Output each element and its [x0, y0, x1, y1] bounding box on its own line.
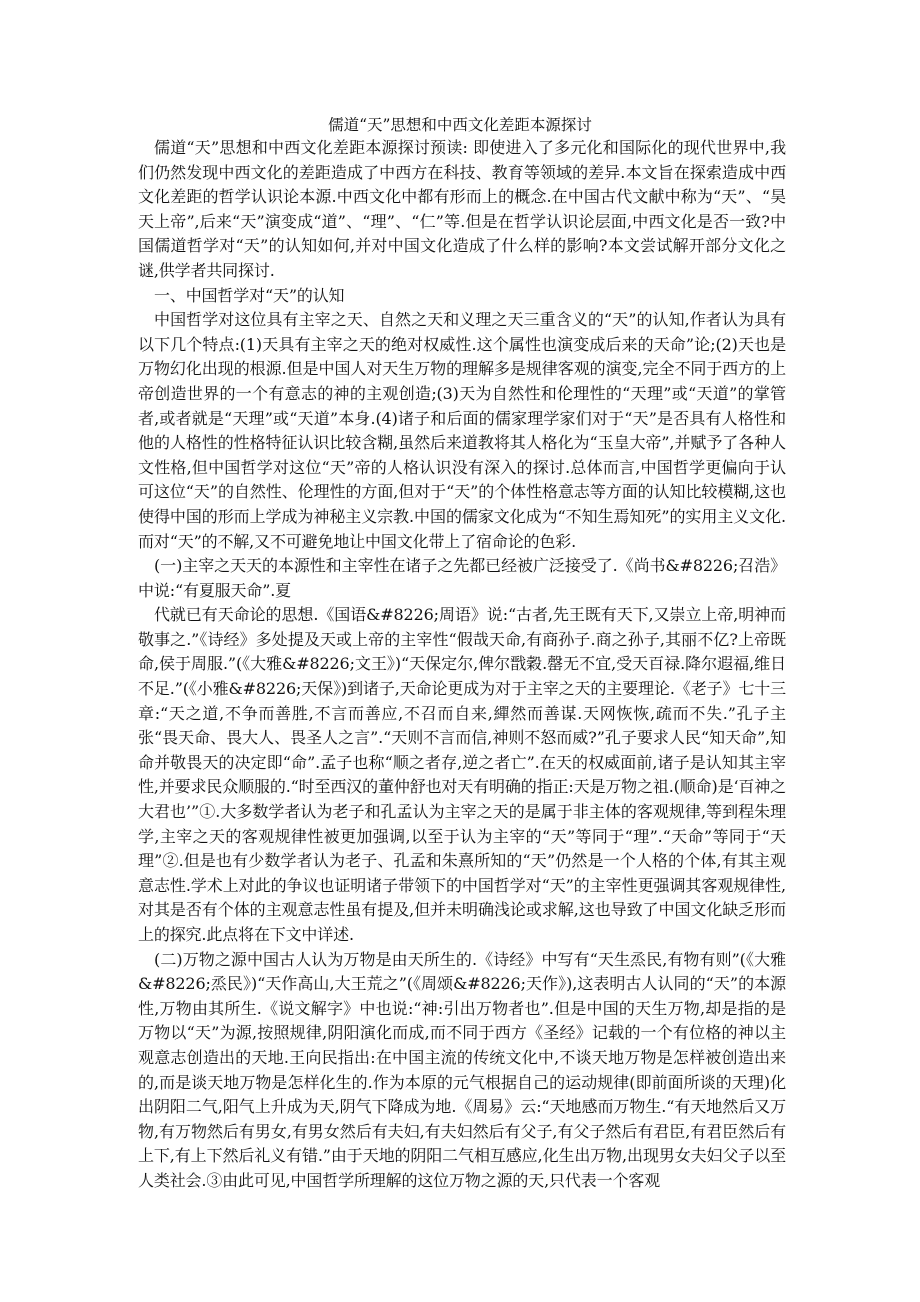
body-paragraph: 中国哲学对这位具有主宰之天、自然之天和义理之天三重含义的“天”的认知,作者认为具有以下几个特点:(1)天具有主宰之天的绝对权威性.这个属性也演变成后来的天命”论;(2)天也是万物幻化出现的根源.但是中国人对天生万物的理解多是规律客观的演变,完全不同于西方的上帝创造世界的一个有意志的神的主观创造;(3)天为自然性和伦理性的“天理”或“天道”的掌管者,或者就是“天理”或“天道”本身.(4)诸子和后面的儒家理学家们对于“天”是否具有人格性和他的人格性的性格特征认识比较含糊,虽然后来道教将其人格化为“玉皇大帝”,并赋予了各种人文性格,但中国哲学对这位“天”帝的人格认识没有深入的探讨.总体而言,中国哲学更偏向于认可这位“天”的自然性、伦理性的方面,但对于“天”的个体性格意志等方面的认知比较模糊,这也使得中国的形而上学成为神秘主义宗教.中国的儒家文化成为“不知生焉知死”的实用主义文化.而对“天”的不解,又不可避免地让中国文化带上了宿命论的色彩. [138, 310, 786, 551]
document-body [138, 136, 786, 1194]
body-paragraph: (一)主宰之天天的本源性和主宰性在诸子之先都已经被广泛接受了.《尚书&#8226;召浩》中说:“有夏服天命”.夏 [138, 556, 786, 600]
intro-paragraph: 儒道“天”思想和中西文化差距本源探讨预读: 即使进入了多元化和国际化的现代世界中,我们仍然发现中西文化的差距造成了中西方在科技、教育等领域的差异.本文旨在探索造成中西文化差距的哲学认识论本源.中西文化中都有形而上的概念.在中国古代文献中称为“天”、“昊天上帝”,后来“天”演变成“道”、“理”、“仁”等.但是在哲学认识论层面,中西文化是否一致?中国儒道哲学对“天”的认知如何,并对中国文化造成了什么样的影响?本文尝试解开部分文化之谜,供学者共同探讨. [138, 138, 786, 280]
body-paragraph: 代就已有天命论的思想.《国语&#8226;周语》说:“古者,先王既有天下,又崇立上帝,明神而敬事之.”《诗经》多处提及天或上帝的主宰性“假哉天命,有商孙子.商之孙子,其丽不亿?上帝既命,侯于周服.”(《大雅&#8226;文王》)“天保定尔,俾尔戬穀.罄无不宜,受天百禄.降尔遐福,维日不足.”(《小雅&#8226;天保》)到诸子,天命论更成为对于主宰之天的主要理论.《老子》七十三章:“天之道,不争而善胜,不言而善应,不召而自来,繟然而善谋.天网恢恢,疏而不失.”孔子主张“畏天命、畏大人、畏圣人之言”.“天则不言而信,神则不怒而威?”孔子要求人民“知天命”,知命并敬畏天的决定即“命”.孟子也称“顺之者存,逆之者亡”.在天的权威面前,诸子是认知其主宰性,并要求民众顺服的.“时至西汉的董仲舒也对天有明确的指正:天是万物之祖.(顺命)是‘百神之大君也’”①.大多数学者认为老子和孔孟认为主宰之天的是属于非主体的客观规律,等到程朱理学,主宰之天的客观规律性被更加强调,以至于认为主宰的“天”等同于“理”.“天命”等同于“天理”②.但是也有少数学者认为老子、孔孟和朱熹所知的“天”仍然是一个人格的个体,有其主观意志性.学术上对此的争议也证明诸子带领下的中国哲学对“天”的主宰性更强调其客观规律性,对其是否有个体的主观意志性虽有提及,但并未明确浅论或求解,这也导致了中国文化缺乏形而上的探究.此点将在下文中详述. [138, 605, 786, 944]
document-title: 儒道“天”思想和中西文化差距本源探讨 [328, 116, 592, 134]
body-paragraph: (二)万物之源中国古人认为万物是由天所生的.《诗经》中写有“天生烝民,有物有则”(《大雅&#8226;烝民》)“天作高山,大王荒之”(《周颂&#8226;天作》),这表明古人认同的“天”的本源性,万物由其所生.《说文解字》中也说:“神:引出万物者也”.但是中国的天生万物,却是指的是万物以“天”为源,按照规律,阴阳演化而成,而不同于西方《圣经》记载的一个有位格的神以主观意志创造出的天地.王向民指出:在中国主流的传统文化中,不谈天地万物是怎样被创造出来的,而是谈天地万物是怎样化生的.作为本原的元气根据自己的运动规律(即前面所谈的天理)化出阴阳二气,阳气上升成为天,阴气下降成为地.《周易》云:“天地感而万物生.“有天地然后又万物,有万物然后有男女,有男女然后有夫妇,有夫妇然后有父子,有父子然后有君臣,有君臣然后有上下,有上下然后礼义有错.”由于天地的阴阳二气相互感应,化生出万物,出现男女夫妇父子以至人类社会.③由此可见,中国哲学所理解的这位万物之源的天,只代表一个客观 [138, 949, 786, 1190]
section-heading: 一、中国哲学对“天”的认知 [154, 285, 345, 305]
